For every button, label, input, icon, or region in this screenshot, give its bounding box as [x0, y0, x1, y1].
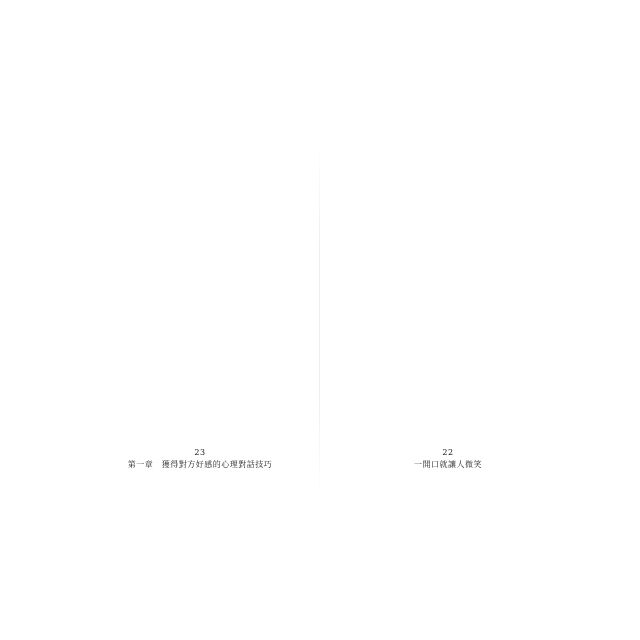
left-page-number: 23 [194, 448, 206, 457]
right-page [326, 150, 570, 480]
right-page-running-title: 一開口就讓人微笑 [414, 460, 482, 469]
left-page-body-text [78, 150, 322, 440]
left-page [78, 150, 322, 480]
left-page-running-title: 第一章 獲得對方好感的心理對話技巧 [127, 460, 273, 469]
right-page-body-text [326, 150, 570, 440]
right-page-number: 22 [442, 448, 454, 457]
book-gutter [319, 140, 320, 500]
